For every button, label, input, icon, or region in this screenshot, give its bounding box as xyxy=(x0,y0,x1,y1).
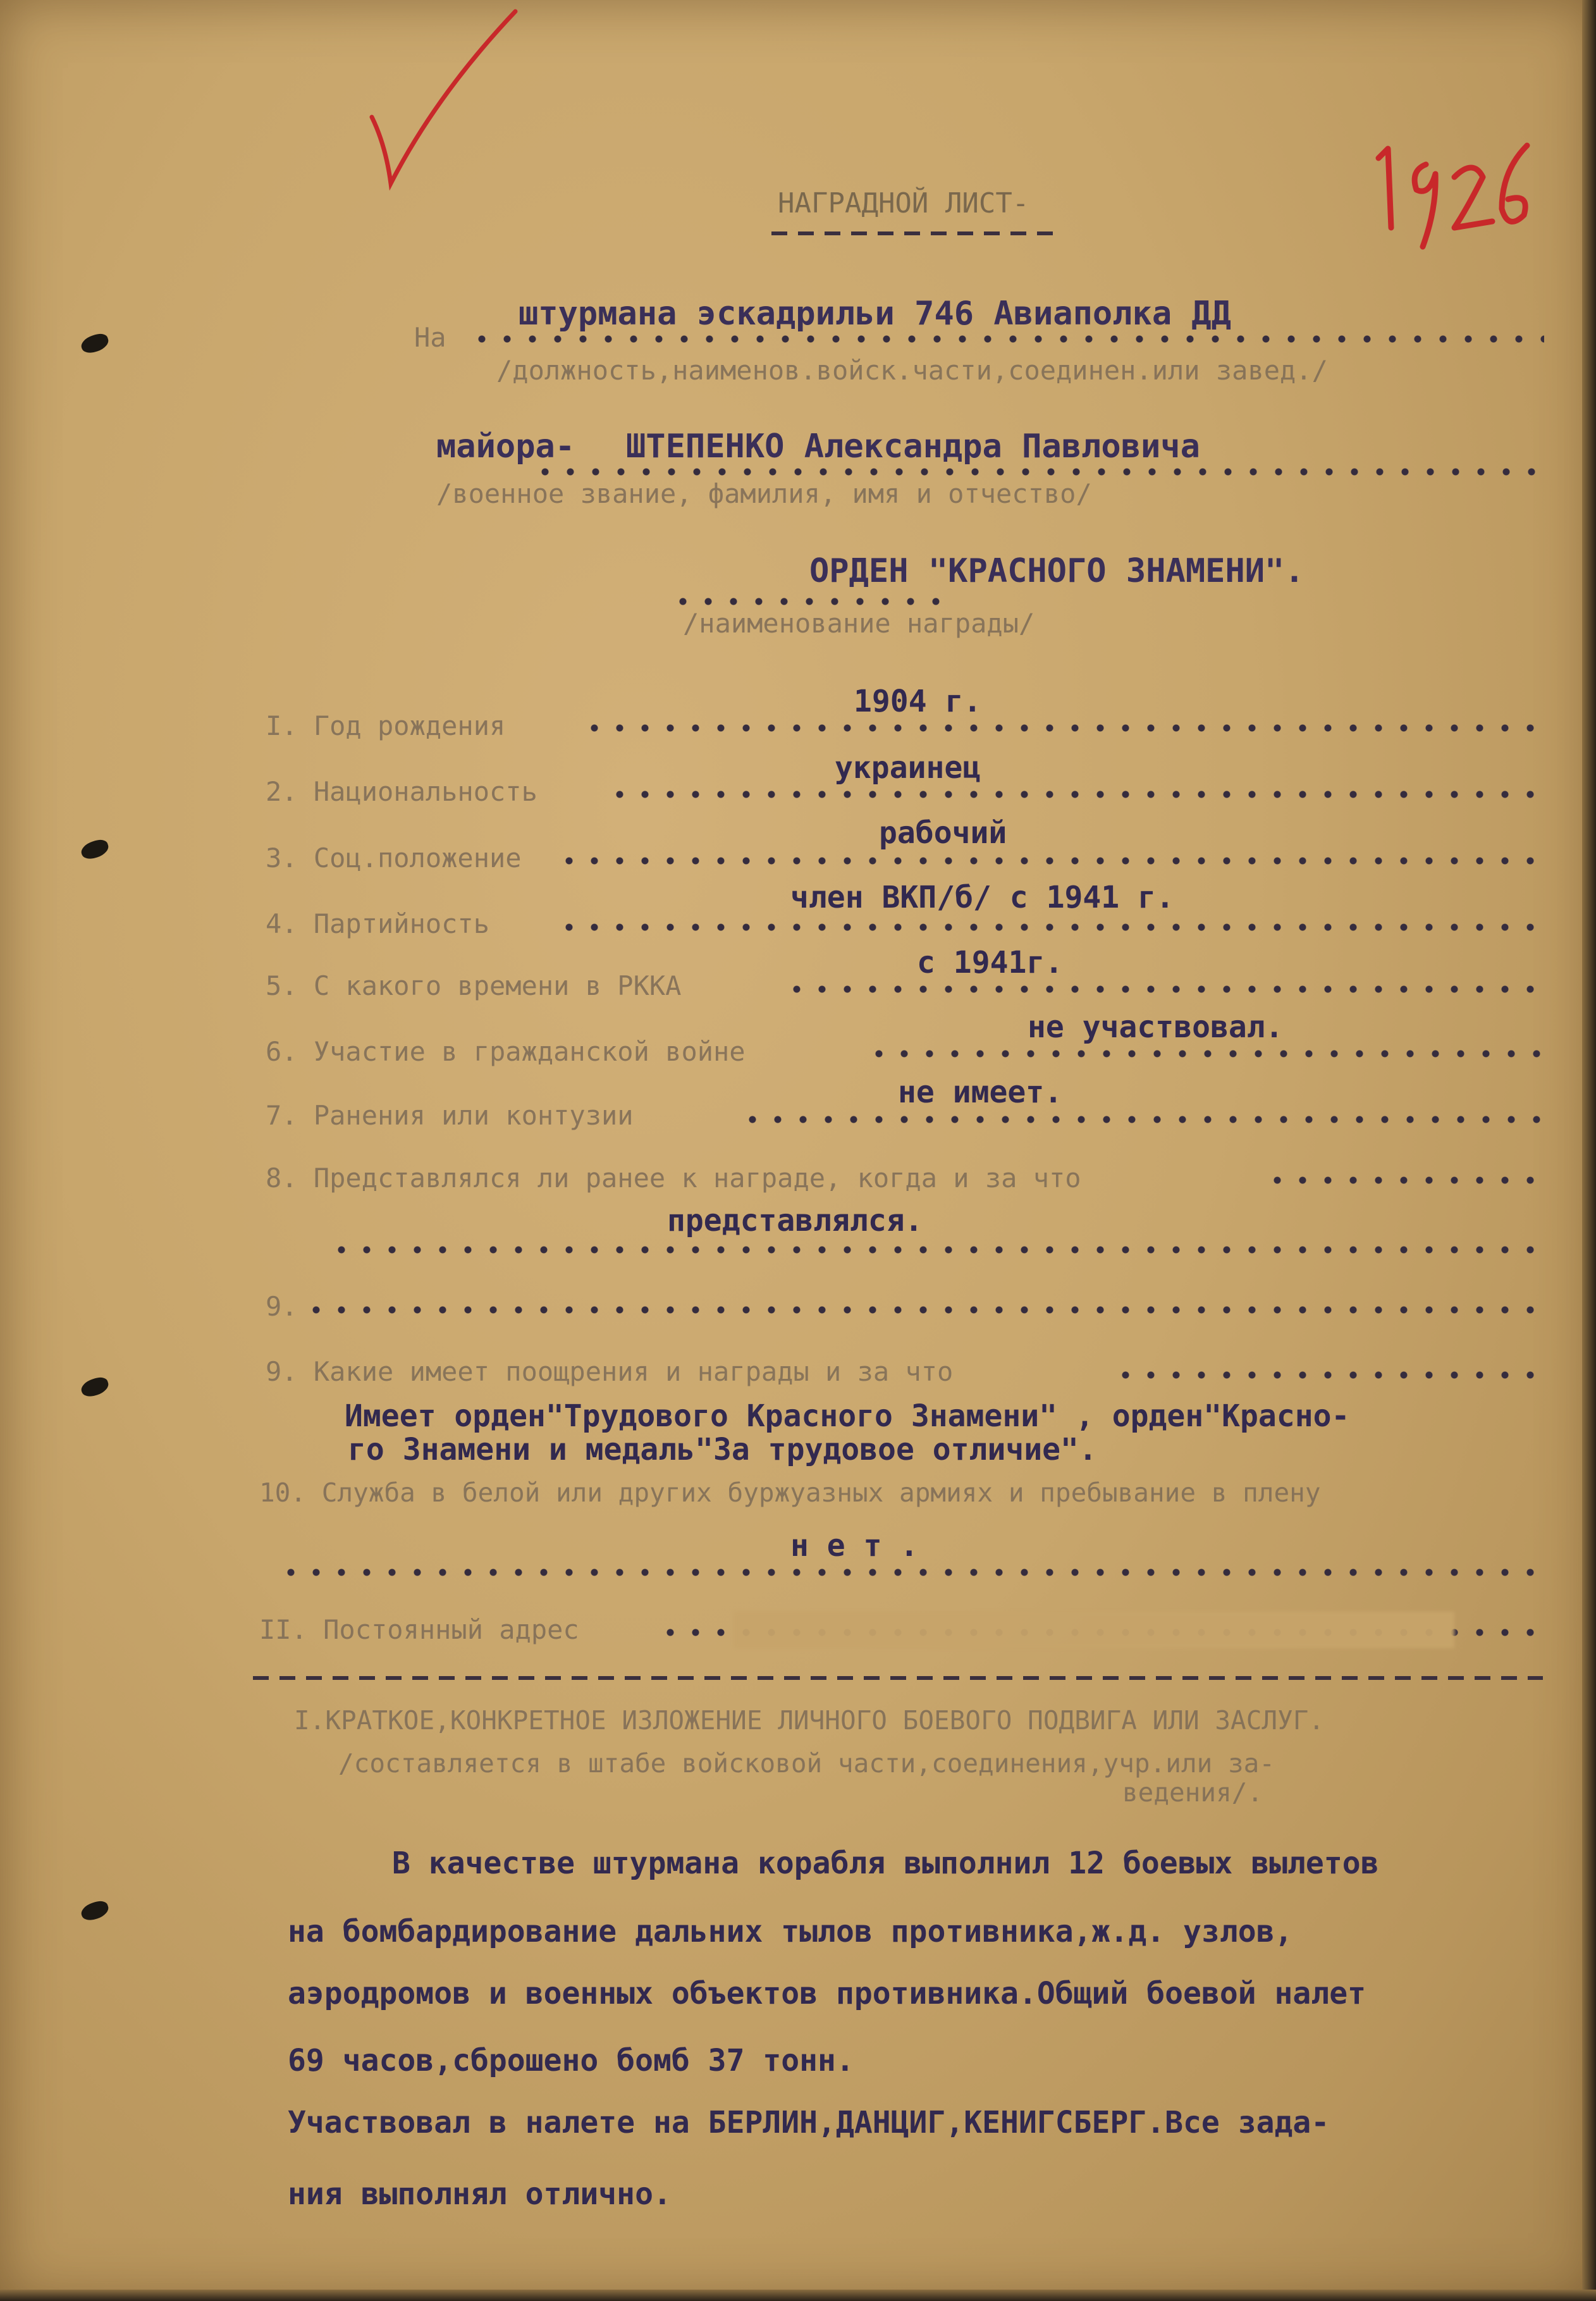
punch-hole xyxy=(79,837,111,861)
awards-line-1: Имеет орден"Трудового Красного Знамени" , орден"Красно- xyxy=(345,1398,1350,1434)
narrative-line: ния выполнял отлично. xyxy=(288,2176,672,2212)
dotted-line xyxy=(278,1569,1543,1576)
field-value-birth-year: 1904 г. xyxy=(854,684,982,719)
title-underline xyxy=(771,231,1062,235)
field-label-wounds: 7. Ранения или контузии xyxy=(266,1100,634,1131)
dotted-line xyxy=(582,724,1543,732)
narrative-line: 69 часов,сброшено бомб 37 тонн. xyxy=(288,2043,854,2078)
position-value: штурмана эскадрильи 746 Авиаполка ДД xyxy=(519,295,1232,333)
dotted-line xyxy=(784,985,1543,993)
position-caption: /должность,наименов.войск.части,соединен.или завед./ xyxy=(496,355,1328,386)
award-caption: /наименование награды/ xyxy=(683,608,1035,639)
narrative-line: на бомбардирование дальних тылов противника,ж.д. узлов, xyxy=(288,1914,1293,1949)
dotted-line xyxy=(1113,1371,1543,1379)
field-value-civil-war: не участвовал. xyxy=(1028,1009,1284,1045)
field-value-wounds: не имеет. xyxy=(898,1075,1063,1110)
dotted-line xyxy=(556,857,1543,865)
field-label-address: II. Постоянный адрес xyxy=(259,1614,579,1645)
section-divider xyxy=(253,1676,1543,1680)
dotted-line xyxy=(740,1116,1543,1123)
name-caption: /военное звание, фамилия, имя и отчество/ xyxy=(436,478,1092,509)
section-subheading-1: /составляется в штабе войсковой части,соединения,учр.или за- xyxy=(338,1748,1275,1779)
field-label-social-status: 3. Соц.положение xyxy=(266,842,522,873)
dotted-line xyxy=(329,1246,1543,1254)
narrative-line: аэродромов и военных объектов противника.Общий боевой налет xyxy=(288,1976,1366,2011)
name-value: ШТЕПЕНКО Александра Павловича xyxy=(626,428,1200,466)
redacted-address xyxy=(734,1612,1454,1648)
red-check-mark xyxy=(360,0,531,196)
field-value-party: член ВКП/б/ с 1941 г. xyxy=(790,880,1174,915)
field-label-birth-year: I. Год рождения xyxy=(266,710,506,741)
page-edge-bottom xyxy=(0,2290,1596,2301)
dotted-line xyxy=(607,791,1543,798)
field-value-social-status: рабочий xyxy=(879,815,1007,851)
page-edge-right xyxy=(1582,0,1596,2301)
awards-line-2: го Знамени и медаль"За трудовое отличие". xyxy=(348,1432,1097,1467)
na-label: На xyxy=(414,322,446,353)
field-label-army-since: 5. С какого времени в РККА xyxy=(266,970,682,1001)
field-label-previous-award: 8. Представлялся ли ранее к награде, когда и за что xyxy=(266,1163,1081,1194)
field-label-civil-war: 6. Участие в гражданской войне xyxy=(266,1036,746,1067)
punch-hole xyxy=(79,1375,111,1399)
punch-hole xyxy=(79,1899,111,1923)
field-value-white-army: н е т . xyxy=(790,1528,919,1564)
field-value-army-since: с 1941г. xyxy=(917,945,1064,980)
handwritten-sheet-number xyxy=(1366,120,1543,266)
dotted-line xyxy=(556,923,1543,931)
field-label-awards: 9. Какие имеет поощрения и награды и за что xyxy=(266,1356,954,1387)
field-label-white-army: 10. Служба в белой или других буржуазных армиях и пребывание в плену xyxy=(259,1477,1321,1508)
section-heading: I.КРАТКОЕ,КОНКРЕТНОЕ ИЗЛОЖЕНИЕ ЛИЧНОГО БОЕВОГО ПОДВИГА ИЛИ ЗАСЛУГ. xyxy=(294,1705,1325,1736)
field-label-party: 4. Партийность xyxy=(266,908,490,939)
document-title: НАГРАДНОЙ ЛИСТ- xyxy=(778,187,1029,219)
field-value-nationality: украинец xyxy=(835,750,981,786)
punch-hole xyxy=(79,331,111,355)
field-value-previous-award: представлялся. xyxy=(667,1203,923,1238)
field-label-9-empty: 9. xyxy=(266,1291,298,1322)
dotted-line xyxy=(866,1050,1543,1058)
narrative-line: Участвовал в налете на БЕРЛИН,ДАНЦИГ,КЕНИГСБЕРГ.Все зада- xyxy=(288,2105,1330,2140)
rank-value: майора- xyxy=(436,428,575,466)
dotted-line xyxy=(670,598,948,605)
award-value: ОРДЕН "КРАСНОГО ЗНАМЕНИ". xyxy=(809,552,1304,590)
dotted-line xyxy=(1265,1176,1543,1184)
field-label-nationality: 2. Национальность xyxy=(266,776,537,807)
dotted-line xyxy=(469,335,1544,343)
section-subheading-2: ведения/. xyxy=(1122,1777,1263,1808)
dotted-line xyxy=(304,1306,1543,1314)
narrative-line: В качестве штурмана корабля выполнил 12 боевых вылетов xyxy=(392,1846,1379,1881)
dotted-line xyxy=(532,468,1544,476)
